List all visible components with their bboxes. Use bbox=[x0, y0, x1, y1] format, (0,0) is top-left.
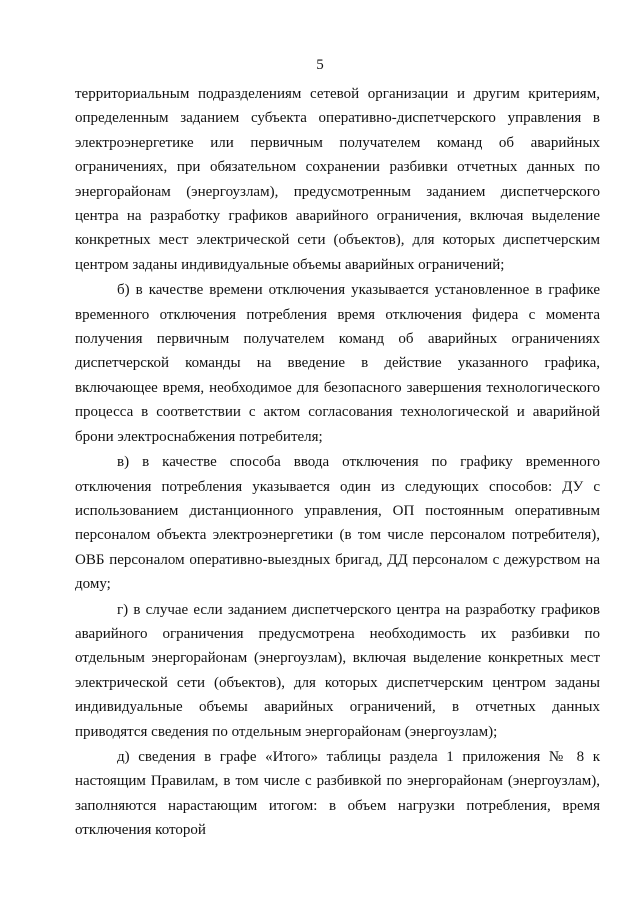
paragraph-v: в) в качестве способа ввода отключения по графику временного отключения потребления указывается один из следующих способов: ДУ с использованием дистанционного управления, ОП постоянным оперативным персоналом объекта электроэнергетики (в том числе персоналом потребителя), ОВБ персоналом оперативно-выездных бригад, ДД персоналом с дежурством на дому; bbox=[75, 454, 600, 593]
page-number: 5 bbox=[316, 57, 324, 73]
document-body bbox=[75, 82, 600, 843]
paragraph-b: б) в качестве времени отключения указывается установленное в графике временного отключения потребления время отключения фидера с момента получения первичным получателем команд об аварийных ограничениях диспетчерской команды на введение в действие указанного графика, включающее время, необходимое для безопасного завершения технологического процесса в соответствии с актом согласования технологической и аварийной брони электроснабжения потребителя; bbox=[75, 282, 600, 445]
paragraph-g: г) в случае если заданием диспетчерского центра на разработку графиков аварийного ограничения предусмотрена необходимость их разбивки по отдельным энергорайонам (энергоузлам), включая выделение конкретных мест электрической сети (объектов), для которых диспетчерским центром заданы индивидуальные объемы аварийных ограничений, в отчетных данных приводятся сведения по отдельным энергорайонам (энергоузлам); bbox=[75, 601, 600, 740]
paragraph-continuation: территориальным подразделениям сетевой организации и другим критериям, определенным заданием субъекта оперативно-диспетчерского управления в электроэнергетике или первичным получателем команд об аварийных ограничениях, при обязательном сохранении разбивки отчетных данных по энергорайонам (энергоузлам), предусмотренным заданием диспетчерского центра на разработку графиков аварийного ограничения, включая выделение конкретных мест электрической сети (объектов), для которых диспетчерским центром заданы индивидуальные объемы аварийных ограничений; bbox=[75, 86, 600, 273]
paragraph-d: д) сведения в графе «Итого» таблицы раздела 1 приложения № 8 к настоящим Правилам, в том числе с разбивкой по энергорайонам (энергоузлам), заполняются нарастающим итогом: в объем нагрузки потребления, время отключения которой bbox=[75, 748, 600, 839]
